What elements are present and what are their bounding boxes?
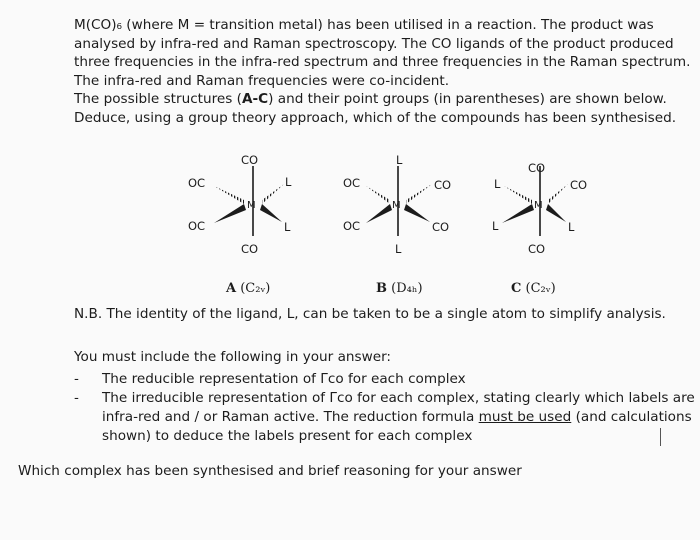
structure-c-top-ligand: CO <box>528 161 546 175</box>
requirement-2-line-2-post: (and calculations <box>571 409 692 425</box>
intro-line-1: M(CO)₆ (where M = transition metal) has been utilised in a reaction. The product was <box>74 17 654 33</box>
structure-b-top-ligand: L <box>396 153 403 167</box>
intro-line-3: three frequencies in the infra-red spectrum and three frequencies in the Raman spectrum. <box>74 54 691 71</box>
list-item <box>74 389 695 446</box>
structure-c-lower-right-ligand: L <box>568 220 575 234</box>
structure-b-hashed-bond-left <box>366 186 390 204</box>
requirement-2-underlined: must be used <box>478 409 572 425</box>
structure-b-bottom-ligand: L <box>395 242 402 256</box>
intro-line-2: analysed by infra-red and Raman spectroscopy. The CO ligands of the product produced <box>74 35 674 52</box>
structure-b-point-group: (D₄ₕ) <box>391 281 423 296</box>
structure-b-label <box>376 281 423 296</box>
requirement-2-line-3: shown) to deduce the labels present for each complex <box>102 428 473 444</box>
intro-line-5 <box>74 90 674 109</box>
requirements-heading: You must include the following in your answer: <box>74 349 392 365</box>
structure-c-hashed-bond-right <box>548 184 568 204</box>
structure-c-wedge-left <box>502 204 534 223</box>
structure-a-metal: M <box>247 200 256 211</box>
structures-figure <box>0 150 700 270</box>
final-question: Which complex has been synthesised and brief reasoning for your answer <box>18 463 522 479</box>
structure-c-point-group: (C₂ᵥ) <box>525 281 556 296</box>
requirement-2-line-2 <box>102 408 692 427</box>
structure-a-upper-right-ligand: L <box>285 175 292 189</box>
nb-note: N.B. The identity of the ligand, L, can be taken to be a single atom to simplify analysis. <box>74 306 666 322</box>
intro-line-6: Deduce, using a group theory approach, which of the compounds has been synthesised. <box>74 109 677 126</box>
intro-line-5-bold: A-C <box>241 91 269 108</box>
structure-a <box>188 153 292 256</box>
structure-a-hashed-bond-left <box>214 186 244 204</box>
structure-c-wedge-right <box>546 204 566 222</box>
structure-b <box>343 153 451 256</box>
text-cursor <box>660 428 661 446</box>
structure-a-letter: A <box>226 281 237 296</box>
intro-line-4: The infra-red and Raman frequencies were co-incident. <box>74 72 450 89</box>
structure-b-upper-right-ligand: CO <box>434 178 452 192</box>
structure-b-lower-right-ligand: CO <box>432 220 450 234</box>
structure-c-upper-right-ligand: CO <box>570 178 588 192</box>
requirement-1: The reducible representation of Γco for each complex <box>102 371 466 387</box>
structure-c-lower-left-ligand: L <box>492 219 499 233</box>
structure-c-hashed-bond-left <box>504 186 532 204</box>
structure-c-label <box>511 281 556 296</box>
bullet-dash: - <box>74 371 79 387</box>
requirement-2-line-1: The irreducible representation of Γco for each complex, stating clearly which labels are <box>102 390 695 406</box>
structure-c <box>492 161 587 256</box>
structure-b-hashed-bond-right <box>406 184 432 204</box>
structure-b-upper-left-ligand: OC <box>343 176 361 190</box>
list-item <box>74 370 684 389</box>
structure-c-letter: C <box>511 281 522 296</box>
structure-a-point-group: (C₂ᵥ) <box>240 281 271 296</box>
structure-b-lower-left-ligand: OC <box>343 219 361 233</box>
structure-a-lower-right-ligand: L <box>284 220 291 234</box>
requirements-list <box>74 370 695 446</box>
requirement-2-line-2-pre: infra-red and / or Raman active. The reduction formula <box>102 409 479 425</box>
structure-b-metal: M <box>392 200 401 211</box>
intro-line-5-pre: The possible structures ( <box>74 91 242 108</box>
structure-a-lower-left-ligand: OC <box>188 219 206 233</box>
bullet-dash: - <box>74 390 79 406</box>
question-intro <box>74 16 691 128</box>
structure-a-wedge-right <box>260 204 282 222</box>
structure-a-upper-left-ligand: OC <box>188 176 206 190</box>
structure-c-upper-left-ligand: L <box>494 177 501 191</box>
structures-svg <box>0 150 700 270</box>
structure-c-metal: M <box>534 200 543 211</box>
structure-a-top-ligand: CO <box>241 153 259 167</box>
structure-a-hashed-bond-right <box>262 184 284 204</box>
structure-a-label <box>226 281 270 296</box>
structure-b-wedge-right <box>404 204 430 222</box>
structure-b-letter: B <box>376 281 387 296</box>
intro-line-5-post: ) and their point groups (in parentheses) are shown below. <box>268 91 667 108</box>
structure-b-wedge-left <box>366 204 392 223</box>
structure-c-bottom-ligand: CO <box>528 242 546 256</box>
structure-a-bottom-ligand: CO <box>241 242 259 256</box>
structure-a-wedge-left <box>214 204 246 223</box>
